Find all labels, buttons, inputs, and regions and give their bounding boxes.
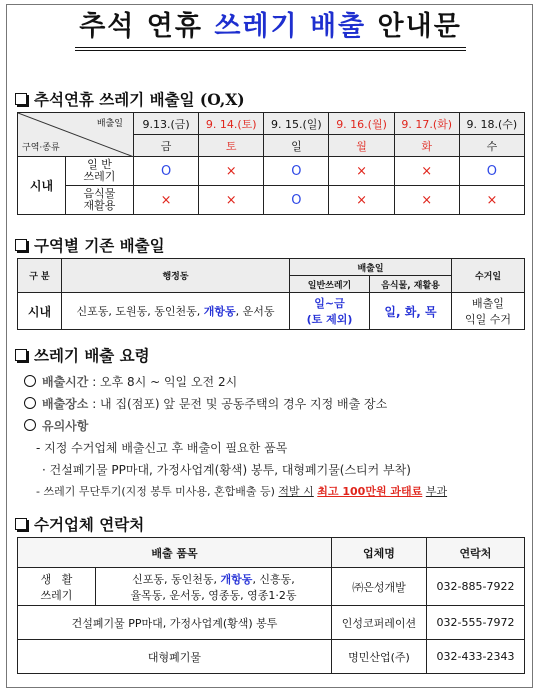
section-heading-regular: 구역별 기존 배출일 [15, 234, 165, 256]
dongs-cell: 신포동, 동인천동, 개항동, 신흥동, 율목동, 운서동, 영종동, 영종1·2동 [96, 568, 332, 606]
day-header: 토 [199, 135, 264, 157]
waste-type-cell: 음식물 재활용 [66, 186, 134, 215]
mark-cell: O [459, 157, 524, 186]
mark-cell: × [134, 186, 199, 215]
notice-item: - 지정 수거업체 배출신고 후 배출이 필요한 품목 [36, 441, 288, 455]
item-cell: 대형폐기물 [18, 640, 332, 674]
holiday-schedule-table [17, 112, 525, 215]
date-header: 9. 15.(일) [264, 113, 329, 135]
mark-cell: × [199, 157, 264, 186]
mark-cell: × [329, 157, 394, 186]
table-corner-cell [18, 113, 134, 157]
mark-cell: × [199, 186, 264, 215]
checkbox-square-icon [15, 93, 27, 105]
general-header: 일반쓰레기 [290, 276, 370, 293]
date-header: 9. 16.(월) [329, 113, 394, 135]
day-header: 월 [329, 135, 394, 157]
day-header: 수 [459, 135, 524, 157]
contact-cell: 032-433-2343 [427, 640, 525, 674]
mark-cell: O [134, 157, 199, 186]
checkbox-square-icon [15, 518, 27, 530]
zone-cell: 시내 [18, 293, 62, 330]
rule-notice: 유의사항 [24, 417, 88, 434]
notice-item-penalty: - 쓰레기 무단투기(지정 봉투 미사용, 혼합배출 등) 적발 시 최고 100만원 과태료 부과 [36, 485, 448, 498]
regular-schedule-table [17, 258, 525, 330]
collection-header: 수거일 [452, 259, 525, 293]
notice-item: · 건설폐기물 PP마대, 가정사업계(황색) 봉투, 대형폐기물(스티커 부착) [42, 463, 411, 477]
mark-cell: × [459, 186, 524, 215]
circle-bullet-icon [24, 397, 36, 409]
food-header: 음식물, 재활용 [370, 276, 452, 293]
company-cell: 명민산업(주) [332, 640, 427, 674]
checkbox-square-icon [15, 239, 27, 251]
title-area [0, 10, 541, 51]
dong-header: 행정동 [62, 259, 290, 293]
item-cell: 건설폐기물 PP마대, 가정사업계(황색) 봉투 [18, 606, 332, 640]
page-title: 추석 연휴 쓰레기 배출 안내문 [75, 10, 466, 51]
corner-top-label: 배출일 [96, 119, 123, 129]
date-header: 9.13.(금) [134, 113, 199, 135]
mark-cell: × [394, 157, 459, 186]
mark-cell: O [264, 157, 329, 186]
contact-cell: 032-885-7922 [427, 568, 525, 606]
contact-header: 연락처 [427, 538, 525, 568]
dong-cell: 신포동, 도원동, 동인천동, 개항동, 운서동 [62, 293, 290, 330]
section-heading-contacts: 수거업체 연락처 [15, 513, 144, 535]
day-header: 일 [264, 135, 329, 157]
company-header: 업체명 [332, 538, 427, 568]
emission-header: 배출일 [290, 259, 452, 276]
mark-cell: O [264, 186, 329, 215]
company-cell: ㈜은성개발 [332, 568, 427, 606]
checkbox-square-icon [15, 349, 27, 361]
corner-bottom-label: 구역·종류 [22, 143, 60, 153]
zone-header: 구 분 [18, 259, 62, 293]
food-day-cell: 일, 화, 목 [370, 293, 452, 330]
contacts-table [17, 537, 525, 674]
rule-place: 배출장소 : 내 집(점포) 앞 문전 및 공동주택의 경우 지정 배출 장소 [24, 395, 387, 412]
date-header: 9. 14.(토) [199, 113, 264, 135]
circle-bullet-icon [24, 419, 36, 431]
mark-cell: × [394, 186, 459, 215]
mark-cell: × [329, 186, 394, 215]
category-cell: 생 활 쓰레기 [18, 568, 96, 606]
circle-bullet-icon [24, 375, 36, 387]
section-heading-schedule: 추석연휴 쓰레기 배출일 (O,X) [15, 88, 245, 110]
waste-type-cell: 일 반 쓰레기 [66, 157, 134, 186]
company-cell: 인성코퍼레이션 [332, 606, 427, 640]
date-header: 9. 18.(수) [459, 113, 524, 135]
day-header: 금 [134, 135, 199, 157]
contact-cell: 032-555-7972 [427, 606, 525, 640]
date-header: 9. 17.(화) [394, 113, 459, 135]
region-cell: 시내 [18, 157, 66, 215]
collection-cell: 배출일 익일 수거 [452, 293, 525, 330]
day-header: 화 [394, 135, 459, 157]
section-heading-rules: 쓰레기 배출 요령 [15, 344, 150, 366]
general-day-cell: 일~금 (토 제외) [290, 293, 370, 330]
item-header: 배출 품목 [18, 538, 332, 568]
rule-time: 배출시간 : 오후 8시 ~ 익일 오전 2시 [24, 373, 237, 390]
